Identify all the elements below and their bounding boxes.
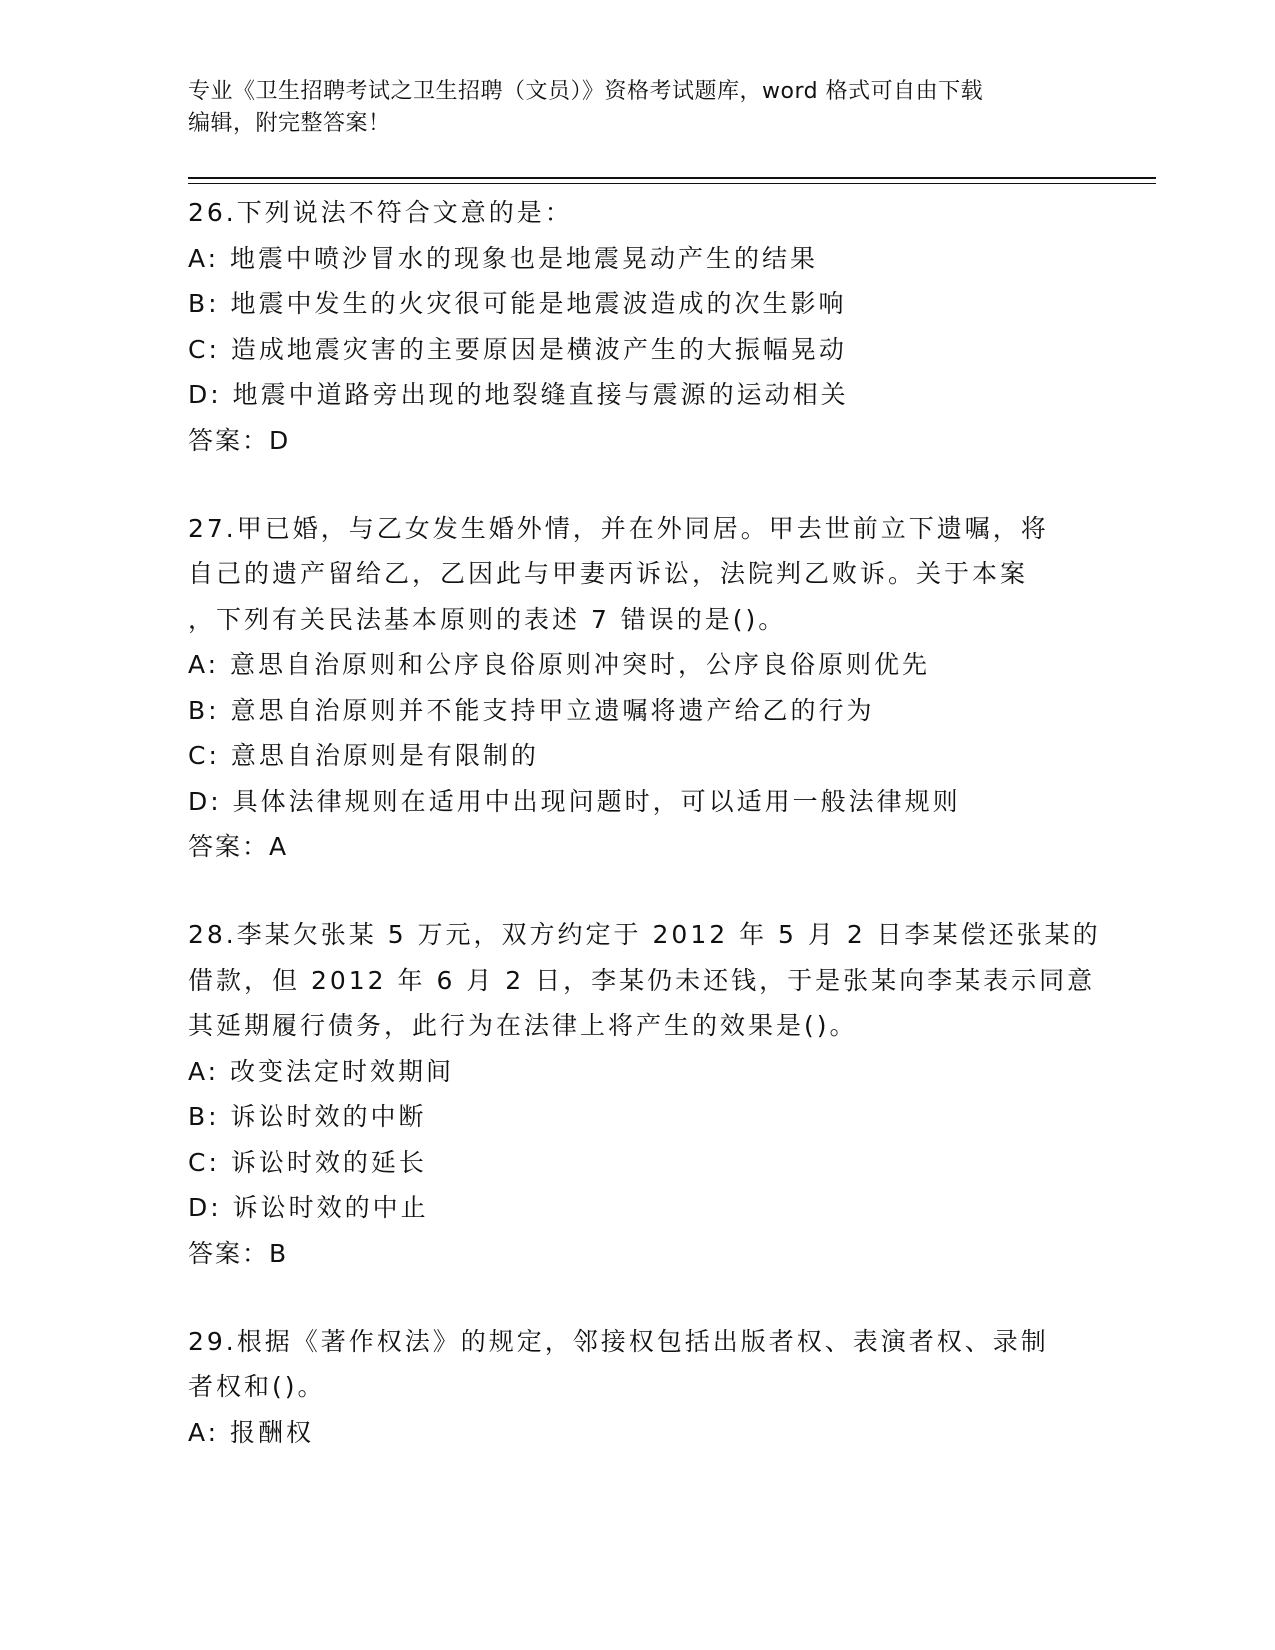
option-a: A: 地震中喷沙冒水的现象也是地震晃动产生的结果 <box>188 243 819 273</box>
question-block <box>188 506 1088 871</box>
header-line-1: 专业《卫生招聘考试之卫生招聘（文员）》资格考试题库，word 格式可自由下载 <box>188 79 984 104</box>
answer-line: 答案：A <box>188 832 289 861</box>
question-stem: 其延期履行债务，此行为在法律上将产生的效果是()。 <box>188 1011 858 1040</box>
option-d: D: 具体法律规则在适用中出现问题时，可以适用一般法律规则 <box>188 786 961 816</box>
header-divider-thick <box>188 177 1156 179</box>
option-b: B: 诉讼时效的中断 <box>188 1102 427 1131</box>
option-a: A: 报酬权 <box>188 1417 315 1447</box>
option-d: D: 诉讼时效的中止 <box>188 1193 429 1222</box>
question-stem: 26.下列说法不符合文意的是： <box>188 198 573 227</box>
header-line-2: 编辑，附完整答案！ <box>188 111 391 136</box>
option-c: C: 造成地震灾害的主要原因是横波产生的大振幅晃动 <box>188 334 847 364</box>
question-stem: 28.李某欠张某 5 万元，双方约定于 2012 年 5 月 2 日李某偿还张某的 <box>188 920 1101 949</box>
answer-line: 答案：D <box>188 425 291 455</box>
option-a: A: 意思自治原则和公序良俗原则冲突时，公序良俗原则优先 <box>188 650 931 679</box>
option-a: A: 改变法定时效期间 <box>188 1056 455 1086</box>
question-list <box>188 190 1101 1455</box>
question-stem: 29.根据《著作权法》的规定，邻接权包括出版者权、表演者权、录制 <box>188 1326 1049 1356</box>
question-block <box>188 190 1088 464</box>
question-block <box>188 1319 1088 1456</box>
question-stem: 自己的遗产留给乙，乙因此与甲妻丙诉讼，法院判乙败诉。关于本案 <box>188 559 1029 588</box>
option-b: B: 意思自治原则并不能支持甲立遗嘱将遗产给乙的行为 <box>188 695 875 725</box>
question-stem: 27.甲已婚，与乙女发生婚外情，并在外同居。甲去世前立下遗嘱，将 <box>188 513 1049 543</box>
option-c: C: 意思自治原则是有限制的 <box>188 741 539 770</box>
option-d: D: 地震中道路旁出现的地裂缝直接与震源的运动相关 <box>188 380 849 409</box>
question-stem: 借款，但 2012 年 6 月 2 日，李某仍未还钱，于是张某向李某表示同意 <box>188 965 1096 995</box>
header-divider-thin <box>188 183 1156 184</box>
question-stem: 者权和()。 <box>188 1372 326 1401</box>
option-c: C: 诉讼时效的延长 <box>188 1147 427 1177</box>
document-header <box>188 76 1088 140</box>
question-block <box>188 912 1101 1277</box>
question-stem: ，下列有关民法基本原则的表述 7 错误的是()。 <box>188 604 787 634</box>
option-b: B: 地震中发生的火灾很可能是地震波造成的次生影响 <box>188 289 847 318</box>
answer-line: 答案：B <box>188 1238 289 1268</box>
